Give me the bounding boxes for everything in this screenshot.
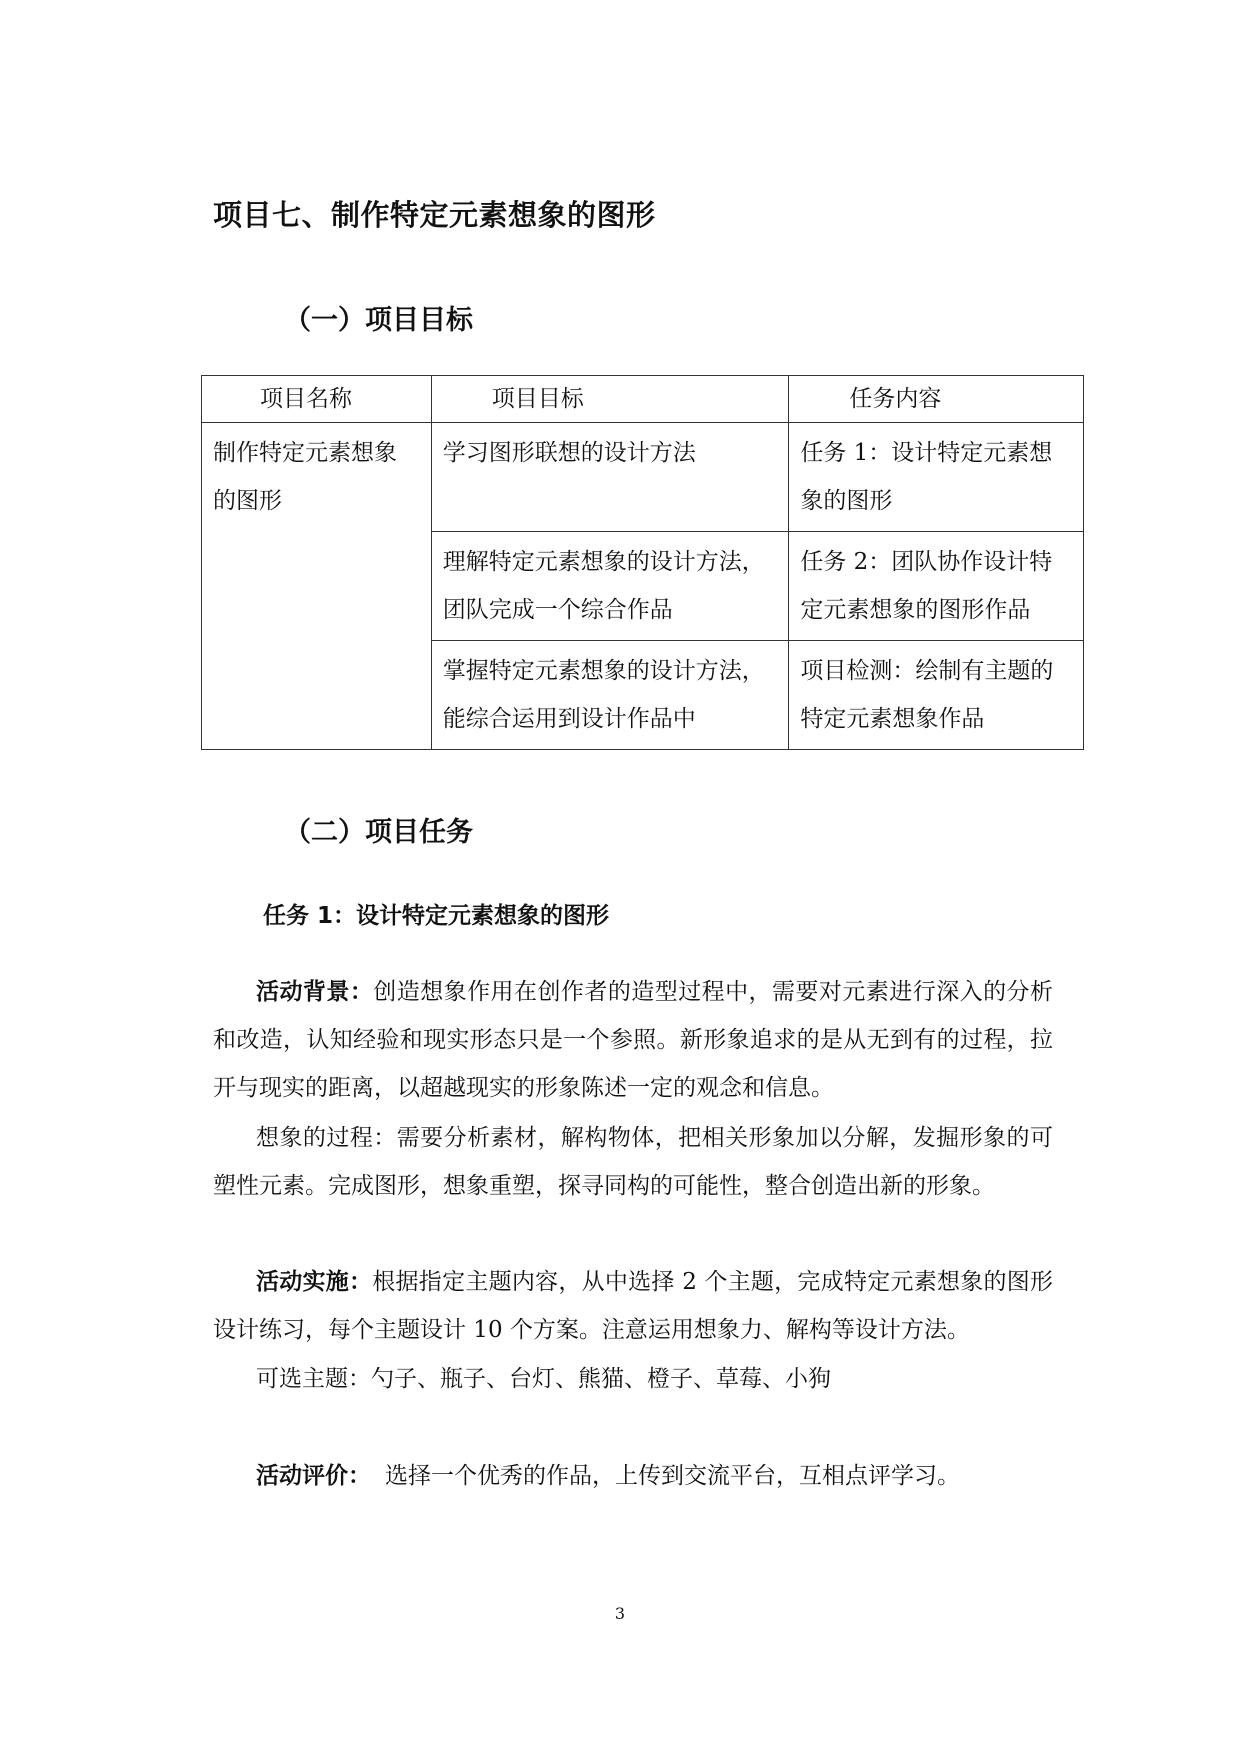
page-number: 3 [614,1604,626,1623]
imagination-process-paragraph: 想象的过程：需要分析素材，解构物体，把相关形象加以分解，发掘形象的可塑性元素。完成图形，想象重塑，探寻同构的可能性，整合创造出新的形象。 [213,1125,1053,1199]
header-project-goal: 项目目标 [431,376,789,423]
activity-evaluation-label: 活动评价： [256,1463,371,1489]
optional-topics-paragraph: 可选主题：勺子、瓶子、台灯、熊猫、橙子、草莓、小狗 [256,1366,831,1392]
activity-background-label: 活动背景： [256,979,374,1005]
activity-implementation-text: 根据指定主题内容，从中选择 2 个主题，完成特定元素想象的图形设计练习，每个主题设计 10 个方案。注意运用想象力、解构等设计方法。 [213,1269,1054,1343]
activity-background-paragraph [213,968,1053,1112]
header-project-name: 项目名称 [202,376,432,423]
section-heading-goals: （一）项目目标 [284,305,473,336]
cell-task: 任务 1：设计特定元素想象的图形 [789,423,1084,532]
cell-goal: 理解特定元素想象的设计方法，团队完成一个综合作品 [431,532,789,641]
page-title: 项目七、制作特定元素想象的图形 [213,198,656,232]
cell-project-name: 制作特定元素想象的图形 [202,423,432,750]
section-heading-tasks: （二）项目任务 [284,817,473,848]
activity-evaluation-text: 选择一个优秀的作品，上传到交流平台，互相点评学习。 [385,1463,960,1489]
project-goals-table [201,375,1084,750]
cell-goal: 学习图形联想的设计方法 [431,423,789,532]
cell-task: 项目检测：绘制有主题的特定元素想象作品 [789,641,1084,750]
activity-background-text: 创造想象作用在创作者的造型过程中，需要对元素进行深入的分析和改造，认知经验和现实形态只是一个参照。新形象追求的是从无到有的过程，拉开与现实的距离，以超越现实的形象陈述一定的观念和信息。 [213,979,1054,1101]
cell-goal: 掌握特定元素想象的设计方法，能综合运用到设计作品中 [431,641,789,750]
table-row [202,423,1084,532]
header-task-content: 任务内容 [789,376,1084,423]
activity-implementation-paragraph [213,1258,1053,1354]
activity-implementation-label: 活动实施： [256,1269,373,1295]
table-header-row [202,376,1084,423]
cell-task: 任务 2：团队协作设计特定元素想象的图形作品 [789,532,1084,641]
task-title: 任务 1：设计特定元素想象的图形 [263,903,610,929]
activity-evaluation-paragraph [213,1452,1053,1500]
